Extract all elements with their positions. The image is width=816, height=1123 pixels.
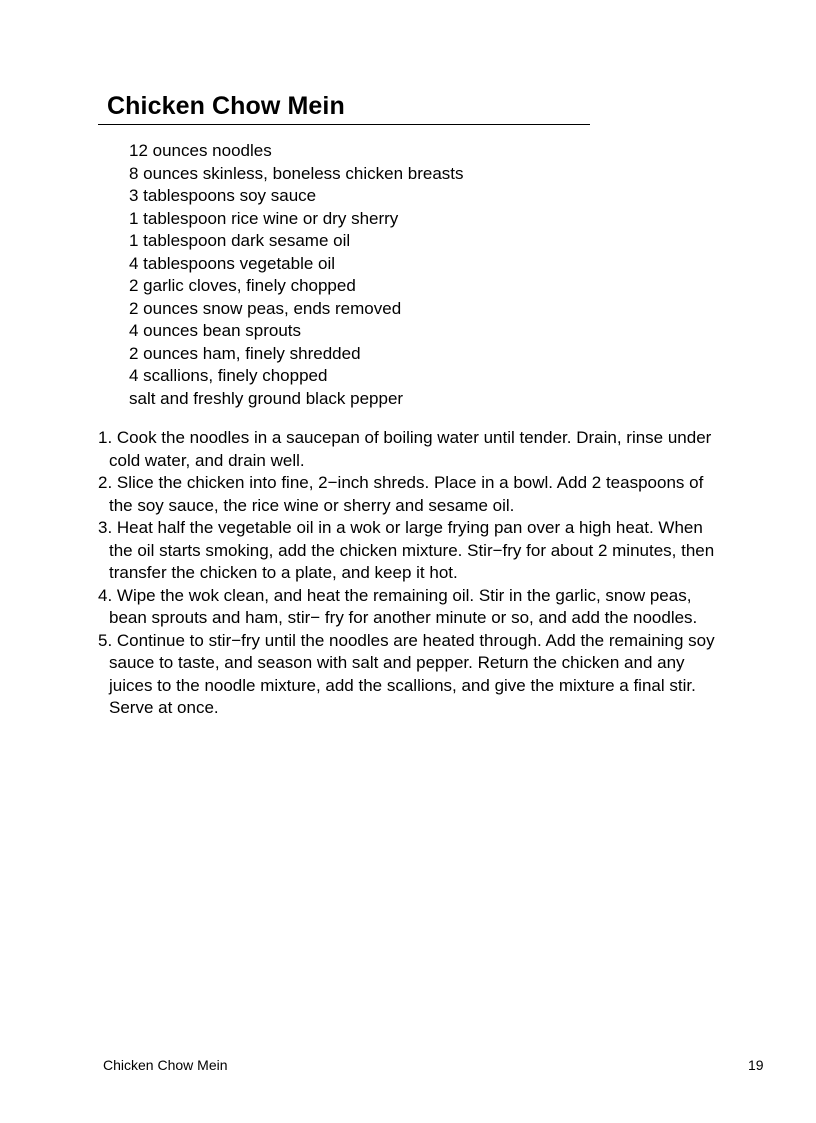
instruction-step: 1. Cook the noodles in a saucepan of boiling water until tender. Drain, rinse under cold water, and drain well.	[98, 428, 712, 470]
ingredient-list	[129, 140, 464, 410]
page-number: 19	[748, 1057, 764, 1073]
footer-title: Chicken Chow Mein	[103, 1057, 228, 1073]
ingredient-item: 3 tablespoons soy sauce	[129, 186, 317, 205]
instruction-step: 4. Wipe the wok clean, and heat the remaining oil. Stir in the garlic, snow peas, bean sprouts and ham, stir− fry for another minute or so, and add the noodles.	[98, 585, 698, 627]
title-underline	[98, 124, 590, 125]
instruction-step: 3. Heat half the vegetable oil in a wok or large frying pan over a high heat. When the oil starts smoking, add the chicken mixture. Stir−fry for about 2 minutes, then transfer the chicken to a plate, and keep it hot.	[98, 518, 715, 582]
instruction-list	[98, 427, 718, 720]
ingredient-item: 4 tablespoons vegetable oil	[129, 253, 336, 273]
ingredient-item: 4 scallions, finely chopped	[129, 366, 328, 385]
ingredient-item: 1 tablespoon dark sesame oil	[129, 231, 351, 250]
instruction-step: 2. Slice the chicken into fine, 2−inch shreds. Place in a bowl. Add 2 teaspoons of the soy sauce, the rice wine or sherry and sesame oil.	[98, 473, 704, 515]
ingredient-item: salt and freshly ground black pepper	[129, 388, 404, 408]
ingredient-item: 2 garlic cloves, finely chopped	[129, 276, 356, 295]
page-title: Chicken Chow Mein	[107, 92, 345, 120]
instruction-step: 5. Continue to stir−fry until the noodles are heated through. Add the remaining soy sauce to taste, and season with salt and pepper. Return the chicken and any juices to the noodle mixture, add the scallions, and give the mixture a final stir. Serve at once.	[98, 630, 715, 717]
ingredient-item: 2 ounces ham, finely shredded	[129, 343, 361, 363]
ingredient-item: 8 ounces skinless, boneless chicken breasts	[129, 163, 464, 183]
ingredient-item: 12 ounces noodles	[129, 141, 272, 160]
ingredient-item: 2 ounces snow peas, ends removed	[129, 298, 402, 318]
ingredient-item: 1 tablespoon rice wine or dry sherry	[129, 208, 399, 228]
ingredient-item: 4 ounces bean sprouts	[129, 321, 302, 340]
